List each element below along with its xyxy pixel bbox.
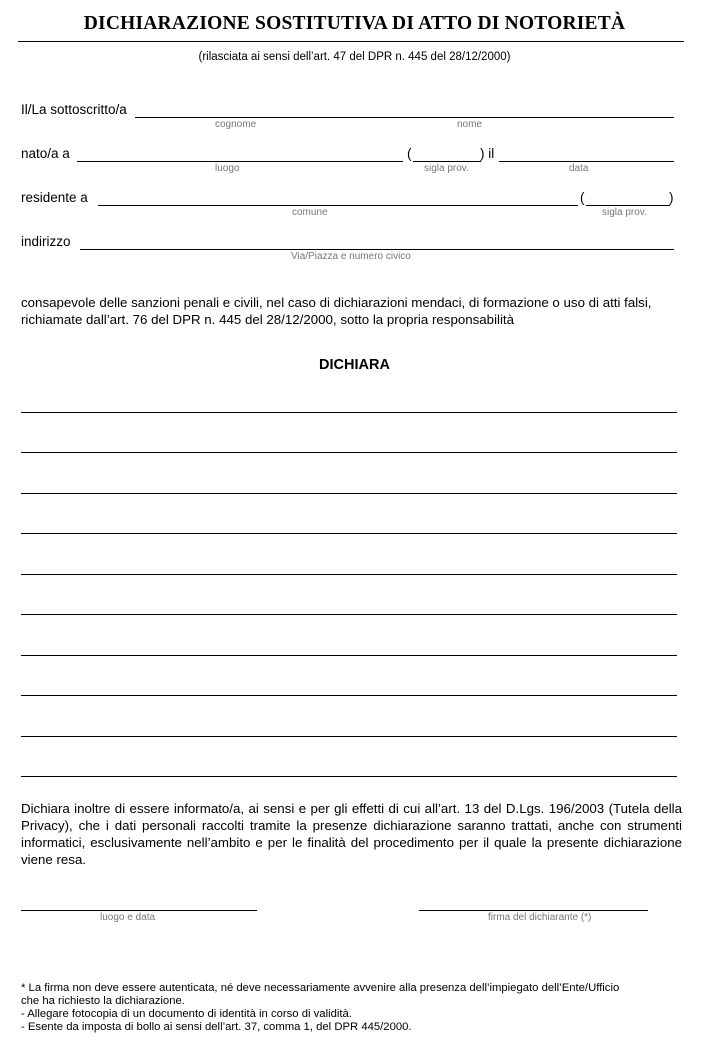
cognome-hint: cognome xyxy=(215,119,257,130)
footnote-3: - Esente da imposta di bollo ai sensi dell’art. 37, comma 1, del DPR 445/2000. xyxy=(21,1021,412,1033)
data-hint: data xyxy=(569,163,589,174)
firma-field[interactable] xyxy=(419,910,648,911)
dichiarazione-line-2[interactable] xyxy=(21,452,677,453)
sottoscritto-label: Il/La sottoscritto/a xyxy=(21,102,127,117)
dichiarazione-line-8[interactable] xyxy=(21,695,677,696)
sigla-prov-hint: sigla prov. xyxy=(424,163,469,174)
document-title: DICHIARAZIONE SOSTITUTIVA DI ATTO DI NOTORIETÀ xyxy=(83,13,626,34)
luogo-nascita-field[interactable] xyxy=(77,161,403,162)
nome-hint: nome xyxy=(457,119,483,130)
dichiara-heading: DICHIARA xyxy=(319,357,390,373)
cognome-nome-field[interactable] xyxy=(135,117,674,118)
paren-close-il: ) il xyxy=(480,146,495,161)
consapevole-line-2: richiamate dall’art. 76 del DPR n. 445 del 28/12/2000, sotto la propria responsabilità xyxy=(21,312,515,327)
dichiarazione-line-5[interactable] xyxy=(21,574,677,575)
dichiarazione-line-1[interactable] xyxy=(21,412,677,413)
sigla-prov-residenza-hint: sigla prov. xyxy=(602,207,647,218)
document-subtitle: (rilasciata ai sensi dell’art. 47 del DPR n. 445 del 28/12/2000) xyxy=(198,51,511,63)
data-nascita-field[interactable] xyxy=(499,161,674,162)
via-hint: Via/Piazza e numero civico xyxy=(291,251,411,262)
indirizzo-label: indirizzo xyxy=(21,234,71,249)
footnote-1b: che ha richiesto la dichiarazione. xyxy=(21,995,185,1007)
luogo-data-hint: luogo e data xyxy=(100,912,156,923)
footnote-1a: * La firma non deve essere autenticata, né deve necessariamente avvenire alla presenza dell’impiegato dell’Ente/Ufficio xyxy=(21,982,620,994)
dichiarazione-line-10[interactable] xyxy=(21,776,677,777)
comune-hint: comune xyxy=(292,207,328,218)
luogo-data-field[interactable] xyxy=(21,910,257,911)
dichiarazione-line-6[interactable] xyxy=(21,614,677,615)
dichiarazione-line-9[interactable] xyxy=(21,736,677,737)
comune-residenza-field[interactable] xyxy=(98,205,578,206)
title-underline xyxy=(18,41,684,42)
sigla-prov-residenza-field[interactable] xyxy=(586,205,670,206)
residente-label: residente a xyxy=(21,190,88,205)
indirizzo-field[interactable] xyxy=(80,249,674,250)
privacy-paragraph: Dichiara inoltre di essere informato/a, ai sensi e per gli effetti di cui all’art. 13 del D.Lgs. 196/2003 (Tutela della Privacy), che i dati personali raccolti tramite la presenze dichiarazione saranno trattati, anche con strumenti informatici, esclusivamente nell’ambito e per le finalità del procedimento per il quale la presente dichiarazione viene resa. xyxy=(21,801,682,867)
dichiarazione-line-7[interactable] xyxy=(21,655,677,656)
firma-hint: firma del dichiarante (*) xyxy=(488,912,592,923)
footnote-2: - Allegare fotocopia di un documento di identità in corso di validità. xyxy=(21,1008,352,1020)
sigla-prov-nascita-field[interactable] xyxy=(413,161,481,162)
paren-open: ( xyxy=(407,146,412,161)
nato-label: nato/a a xyxy=(21,146,70,161)
consapevole-line-1: consapevole delle sanzioni penali e civili, nel caso di dichiarazioni mendaci, di formazione o uso di atti falsi, xyxy=(21,295,652,310)
dichiarazione-line-4[interactable] xyxy=(21,533,677,534)
luogo-hint: luogo xyxy=(215,163,240,174)
dichiarazione-line-3[interactable] xyxy=(21,493,677,494)
paren-open-residenza: ( xyxy=(580,190,585,205)
paren-close-residenza: ) xyxy=(669,190,674,205)
